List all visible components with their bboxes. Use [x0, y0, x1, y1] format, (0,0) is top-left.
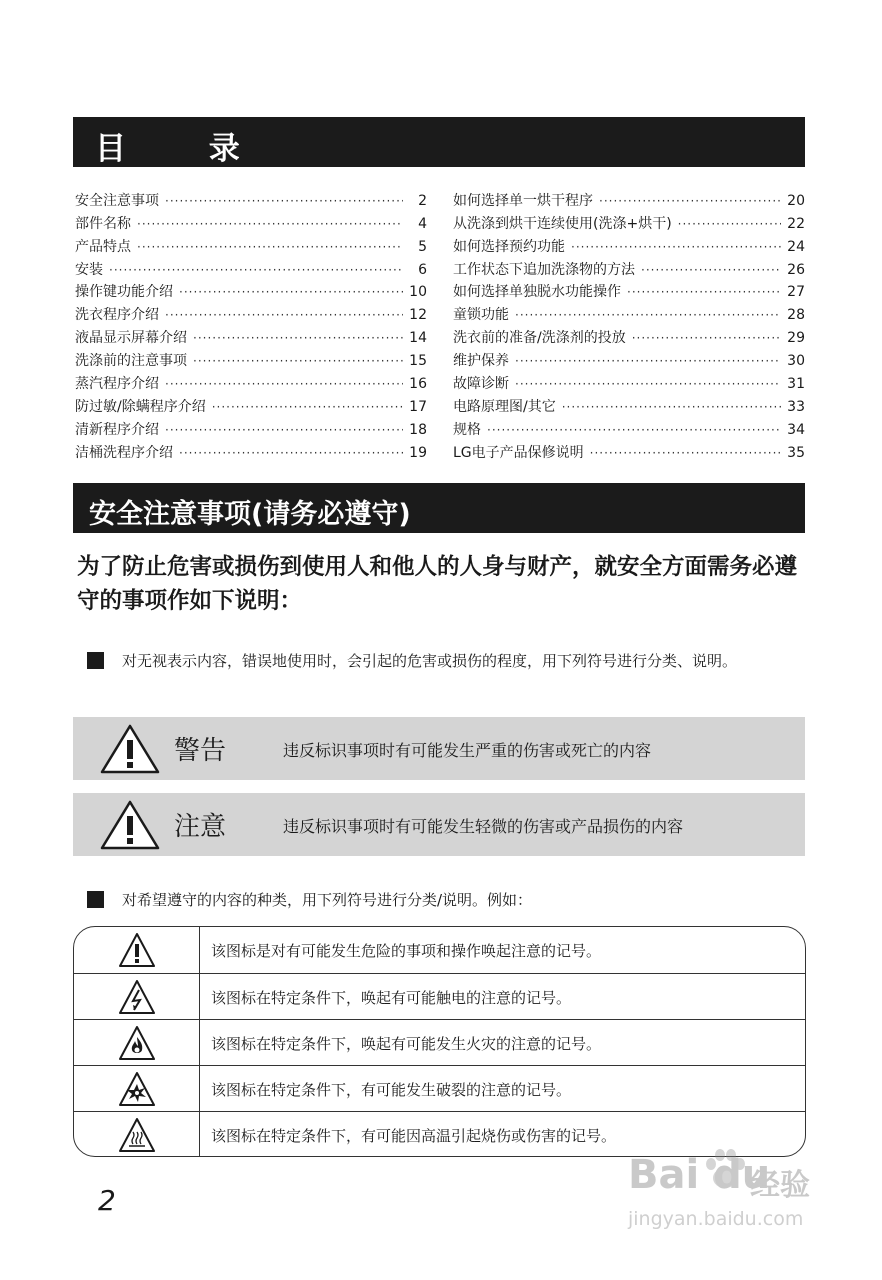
toc-leader-dots [599, 192, 781, 210]
watermark-url: jingyan.baidu.com [628, 1208, 804, 1230]
toc-entry-title: 洗衣前的准备/洗涤剂的投放 [453, 330, 626, 347]
toc-entry-title: 如何选择预约功能 [453, 238, 565, 255]
watermark-brand: Bai du [628, 1152, 771, 1198]
symbol-row [74, 1019, 805, 1066]
toc-entry-title: LG电子产品保修说明 [453, 444, 584, 461]
toc-leader-dots [627, 283, 781, 301]
toc-entry[interactable] [453, 370, 805, 393]
bullet-symbol-types [87, 887, 807, 914]
toc-entry[interactable] [453, 416, 805, 439]
toc-leader-dots [571, 238, 781, 256]
toc-entry[interactable] [453, 256, 805, 279]
toc-entry-page: 20 [787, 192, 805, 209]
toc-entry-page: 26 [787, 261, 805, 278]
symbol-row-text: 该图标在特定条件下，唤起有可能触电的注意的记号。 [211, 989, 572, 1007]
bullet-severity [87, 648, 807, 675]
toc-leader-dots [165, 421, 403, 439]
toc-entry-page: 22 [787, 215, 805, 232]
hot-surface-triangle-icon [118, 1117, 156, 1153]
toc-entry-page: 2 [418, 192, 427, 209]
toc-entry-page: 4 [418, 215, 427, 232]
toc-entry-title: 童锁功能 [453, 307, 509, 324]
toc-entry-title: 操作键功能介绍 [75, 284, 173, 301]
toc-entry-title: 维护保养 [453, 353, 509, 370]
symbol-row-text: 该图标在特定条件下，唤起有可能发生火灾的注意的记号。 [211, 1035, 602, 1053]
toc-entry-page: 34 [787, 421, 805, 438]
toc-entry[interactable] [75, 233, 427, 256]
toc-title: 目 录 [95, 131, 276, 167]
toc-entry-title: 洗涤前的注意事项 [75, 353, 187, 370]
toc-entry[interactable] [75, 439, 427, 462]
toc-entry-title: 防过敏/除螨程序介绍 [75, 398, 206, 415]
toc-entry-title: 产品特点 [75, 238, 131, 255]
exclamation-triangle-icon [118, 932, 156, 968]
safety-intro: 为了防止危害或损伤到使用人和他人的人身与财产，就安全方面需务必遵守的事项作如下说明： [77, 554, 798, 614]
toc-leader-dots [487, 421, 781, 439]
toc-entry-page: 5 [418, 238, 427, 255]
toc-entry-title: 从洗涤到烘干连续使用(洗涤+烘干) [453, 215, 672, 232]
symbol-row-text: 该图标在特定条件下，有可能因高温引起烧伤或伤害的记号。 [211, 1127, 617, 1145]
toc-entry-title: 如何选择单独脱水功能操作 [453, 284, 621, 301]
toc-entry-page: 16 [409, 376, 427, 393]
toc-entry-title: 液晶显示屏幕介绍 [75, 330, 187, 347]
toc-entry-page: 6 [418, 261, 427, 278]
toc-leader-dots [165, 306, 403, 324]
toc-entry-page: 35 [787, 444, 805, 461]
toc-leader-dots [678, 215, 781, 233]
toc-entry[interactable] [75, 370, 427, 393]
toc-entry-page: 10 [409, 284, 427, 301]
toc-leader-dots [179, 283, 403, 301]
toc-leader-dots [562, 398, 781, 416]
explosion-triangle-icon [118, 1071, 156, 1107]
caution-triangle-icon [99, 799, 161, 851]
safety-heading: 安全注意事项(请务必遵守) [89, 499, 411, 530]
toc-leader-dots [515, 306, 781, 324]
toc-title-bar [73, 117, 805, 167]
toc-entry-page: 24 [787, 238, 805, 255]
watermark-jingyan: 经验 [750, 1168, 810, 1203]
toc-left-column [75, 187, 427, 462]
toc-entry-title: 部件名称 [75, 215, 131, 232]
toc-leader-dots [137, 215, 403, 233]
toc-leader-dots [212, 398, 403, 416]
toc-entry[interactable] [75, 187, 427, 210]
caution-band [73, 793, 805, 856]
toc-entry-page: 12 [409, 307, 427, 324]
toc-entry-title: 安装 [75, 261, 103, 278]
toc-entry[interactable] [453, 210, 805, 233]
toc-entry-page: 19 [409, 444, 427, 461]
electric-shock-triangle-icon [118, 979, 156, 1015]
toc-entry[interactable] [75, 301, 427, 324]
toc-entry-page: 31 [787, 376, 805, 393]
bullet-symbol-types-text: 对希望遵守的内容的种类，用下列符号进行分类/说明。例如： [122, 891, 533, 909]
caution-description: 违反标识事项时有可能发生轻微的伤害或产品损伤的内容 [283, 817, 684, 836]
toc-entry-title: 如何选择单一烘干程序 [453, 192, 593, 209]
toc-entry-page: 15 [409, 353, 427, 370]
toc-entry-page: 27 [787, 284, 805, 301]
fire-triangle-icon [118, 1025, 156, 1061]
toc-leader-dots [109, 261, 403, 279]
toc-entry-page: 29 [787, 330, 805, 347]
toc-entry-page: 30 [787, 353, 805, 370]
toc-entry[interactable] [453, 279, 805, 302]
toc-entry[interactable] [453, 324, 805, 347]
toc-entry[interactable] [75, 393, 427, 416]
warning-band [73, 717, 805, 780]
toc-leader-dots [515, 352, 781, 370]
toc-entry-title: 电路原理图/其它 [453, 398, 556, 415]
symbol-row [74, 927, 805, 973]
symbol-table [73, 926, 806, 1157]
toc-leader-dots [165, 375, 403, 393]
toc-entry[interactable] [453, 301, 805, 324]
warning-label: 警告 [174, 736, 227, 766]
toc-entry-title: 工作状态下追加洗涤物的方法 [453, 261, 635, 278]
toc-entry-title: 故障诊断 [453, 376, 509, 393]
toc-entry-page: 18 [409, 421, 427, 438]
toc-entry-title: 安全注意事项 [75, 192, 159, 209]
square-bullet-icon [87, 652, 104, 669]
toc-entry[interactable] [75, 416, 427, 439]
square-bullet-icon [87, 891, 104, 908]
warning-triangle-icon [99, 723, 161, 775]
warning-description: 违反标识事项时有可能发生严重的伤害或死亡的内容 [283, 741, 652, 760]
caution-label: 注意 [174, 812, 227, 842]
toc-leader-dots [165, 192, 403, 210]
page-number: 2 [98, 1184, 116, 1217]
toc-entry[interactable] [453, 439, 805, 462]
bullet-severity-text: 对无视表示内容，错误地使用时，会引起的危害或损伤的程度，用下列符号进行分类、说明。 [122, 652, 738, 670]
symbol-row-text: 该图标是对有可能发生危险的事项和操作唤起注意的记号。 [211, 942, 602, 960]
toc-leader-dots [632, 329, 781, 347]
toc-entry-title: 洁桶洗程序介绍 [75, 444, 173, 461]
toc-entry-title: 蒸汽程序介绍 [75, 376, 159, 393]
symbol-row-text: 该图标在特定条件下，有可能发生破裂的注意的记号。 [211, 1081, 572, 1099]
toc-leader-dots [137, 238, 403, 256]
toc-leader-dots [179, 444, 403, 462]
symbol-row [74, 973, 805, 1020]
toc-entry-title: 清新程序介绍 [75, 421, 159, 438]
toc-entry-title: 规格 [453, 421, 481, 438]
toc-entry-page: 28 [787, 307, 805, 324]
toc-entry[interactable] [75, 210, 427, 233]
symbol-row [74, 1065, 805, 1112]
toc-entry-title: 洗衣程序介绍 [75, 307, 159, 324]
baidu-jingyan-watermark [600, 1140, 840, 1250]
toc-leader-dots [641, 261, 781, 279]
toc-entry[interactable] [453, 347, 805, 370]
toc-entry[interactable] [453, 233, 805, 256]
toc-entry-page: 14 [409, 330, 427, 347]
toc-leader-dots [193, 329, 403, 347]
toc-right-column [453, 187, 805, 462]
toc-entry-page: 17 [409, 398, 427, 415]
toc-entry[interactable] [75, 347, 427, 370]
toc-entry[interactable] [453, 393, 805, 416]
toc-leader-dots [193, 352, 403, 370]
safety-heading-bar [73, 483, 805, 533]
toc-entry[interactable] [75, 324, 427, 347]
toc-entry[interactable] [453, 187, 805, 210]
toc-leader-dots [515, 375, 781, 393]
toc-entry[interactable] [75, 279, 427, 302]
toc-leader-dots [590, 444, 781, 462]
toc-entry[interactable] [75, 256, 427, 279]
toc-entry-page: 33 [787, 398, 805, 415]
